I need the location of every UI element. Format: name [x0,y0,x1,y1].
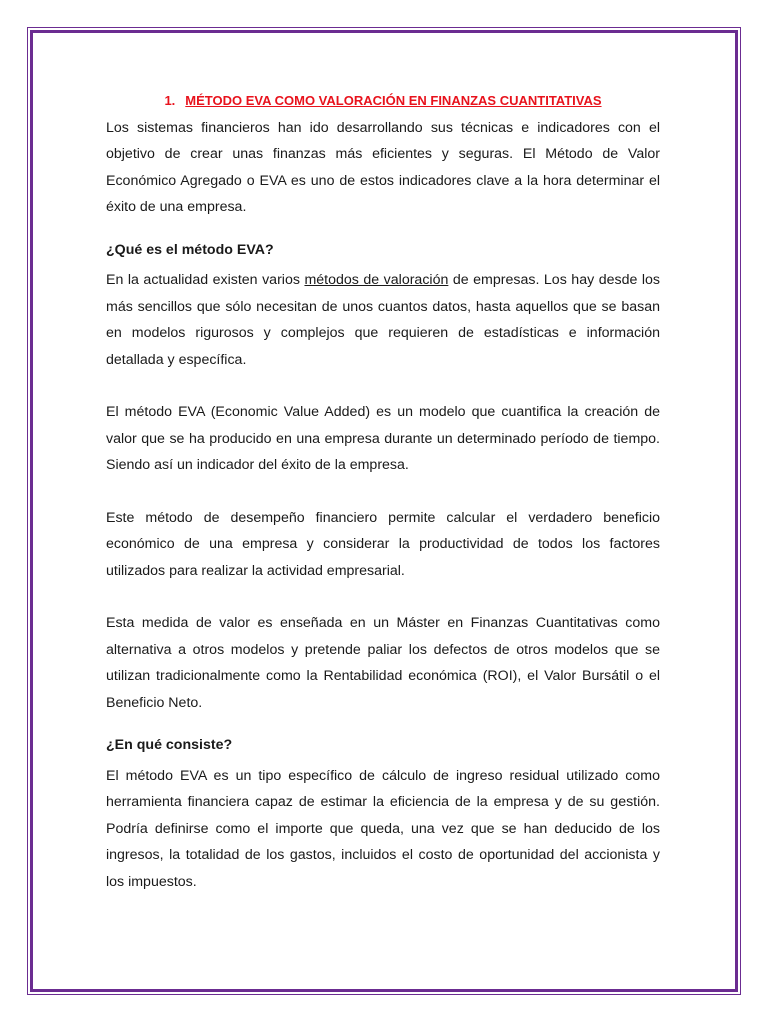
document-body [106,88,660,895]
title-number: 1. [164,93,176,108]
paragraph-eva-definition: El método EVA (Economic Value Added) es un modelo que cuantifica la creación de valor que se ha producido en una empresa durante un determinado período de tiempo. Siendo así un indicador del éxito de la empresa. [106,404,660,473]
paragraph-metodos-before: En la actualidad existen varios [106,272,305,288]
document-title [106,88,660,115]
paragraph-metodos-after: de empresas. Los hay desde los más sencillos que sólo necesitan de unos cuantos datos, hasta aquellos que se basan en modelos rigurosos y complejos que requieren de estadísticas e información detallada y específica. [106,272,660,368]
section-heading-que-es: ¿Qué es el método EVA? [106,241,274,258]
metodos-valoracion-link[interactable]: métodos de valoración [304,272,449,288]
section-heading-consiste: ¿En qué consiste? [106,737,233,753]
paragraph-metodos [106,267,660,373]
intro-paragraph: Los sistemas financieros han ido desarrollando sus técnicas e indicadores con el objetivo de crear unas finanzas más eficientes y seguras. El Método de Valor Económico Agregado o EVA es uno de estos indicadores clave a la hora determinar el éxito de una empresa. [106,119,660,215]
paragraph-desempeno: Este método de desempeño financiero permite calcular el verdadero beneficio económico de una empresa y considerar la productividad de todos los factores utilizados para realizar la actividad empresarial. [106,509,660,579]
title-text: MÉTODO EVA COMO VALORACIÓN EN FINANZAS CUANTITATIVAS [185,93,602,108]
paragraph-master: Esta medida de valor es enseñada en un Máster en Finanzas Cuantitativas como alternativa a otros modelos y pretende paliar los defectos de otros modelos que se utilizan tradicionalmente como la Rentabilidad económica (ROI), el Valor Bursátil o el Beneficio Neto. [106,615,660,711]
paragraph-consiste: El método EVA es un tipo específico de cálculo de ingreso residual utilizado como herramienta financiera capaz de estimar la eficiencia de la empresa y de su gestión. Podría definirse como el importe que queda, una vez que se han deducido de los ingresos, la totalidad de los gastos, incluidos el costo de oportunidad del accionista y los impuestos. [106,767,660,890]
